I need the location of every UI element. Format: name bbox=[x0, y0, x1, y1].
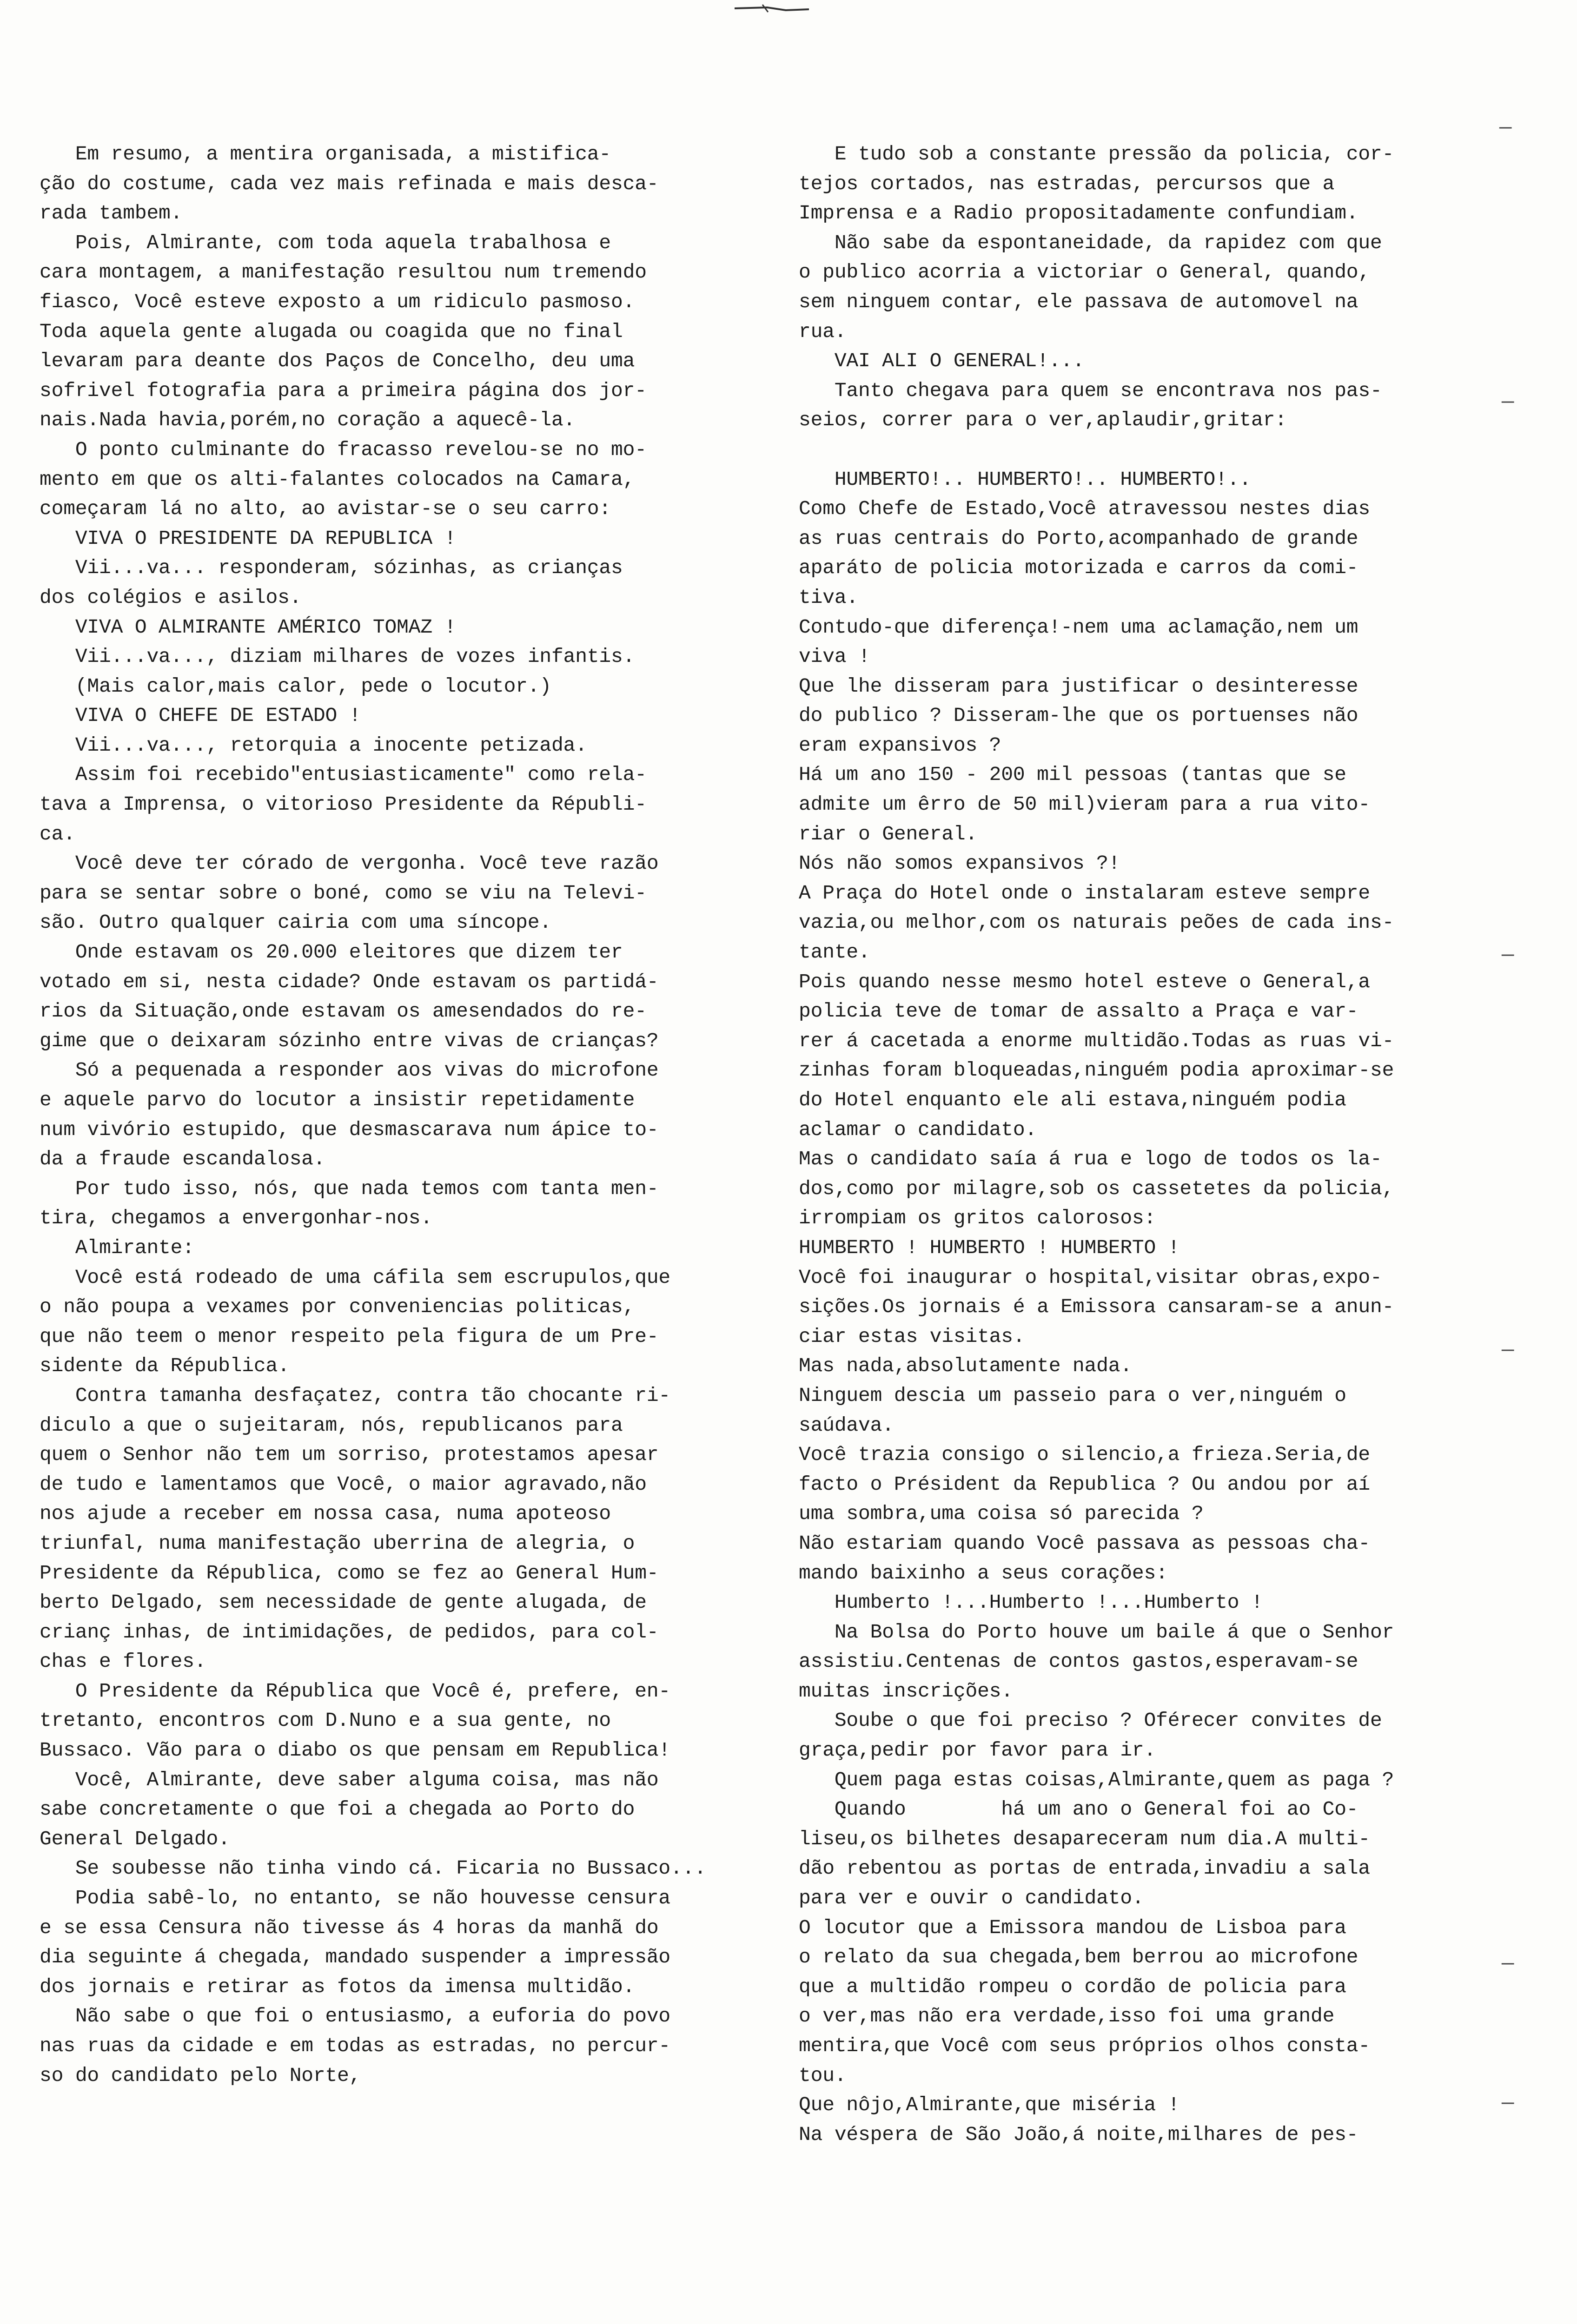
right-column-line: eram expansivos ? bbox=[799, 733, 1001, 757]
left-column-line: dia seguinte á chegada, mandado suspender a impressão bbox=[40, 1946, 671, 1969]
right-column-line: seios, correr para o ver,aplaudir,gritar: bbox=[799, 409, 1287, 432]
left-column-line: Podia sabê-lo, no entanto, se não houvesse censura bbox=[40, 1887, 671, 1910]
left-column-line: Assim foi recebido"entusiasticamente" como rela- bbox=[40, 763, 647, 786]
left-column-line: Você, Almirante, deve saber alguma coisa, mas não bbox=[40, 1768, 659, 1791]
left-column-line: votado em si, nesta cidade? Onde estavam os partidá- bbox=[40, 970, 659, 993]
left-column-line: General Delgado. bbox=[40, 1827, 230, 1850]
left-column-line: Em resumo, a mentira organisada, a mistifica- bbox=[40, 143, 611, 165]
right-column-line: Não estariam quando Você passava as pessoas cha- bbox=[799, 1532, 1371, 1555]
left-column-line: O ponto culminante do fracasso revelou-se no mo- bbox=[40, 438, 647, 461]
right-column-line: Você foi inaugurar o hospital,visitar obras,expo- bbox=[799, 1266, 1382, 1289]
right-column-line: HUMBERTO ! HUMBERTO ! HUMBERTO ! bbox=[799, 1236, 1180, 1259]
left-column-line: Vii...va... responderam, sózinhas, as crianças bbox=[40, 556, 623, 580]
right-column-line: Pois quando nesse mesmo hotel esteve o General,a bbox=[799, 970, 1371, 993]
right-column-line: A Praça do Hotel onde o instalaram esteve sempre bbox=[799, 881, 1371, 905]
right-column-line: dão rebentou as portas de entrada,invadiu a sala bbox=[799, 1857, 1371, 1880]
right-column-line: Como Chefe de Estado,Você atravessou nestes dias bbox=[799, 497, 1371, 521]
right-column-line: Você trazia consigo o silencio,a frieza.Seria,de bbox=[799, 1443, 1371, 1466]
left-column-line: berto Delgado, sem necessidade de gente alugada, de bbox=[40, 1591, 647, 1614]
left-column-line: ca. bbox=[40, 822, 75, 845]
left-column-line: chas e flores. bbox=[40, 1650, 206, 1673]
margin-dash: — bbox=[1499, 116, 1512, 139]
right-column-line: ciar estas visitas. bbox=[799, 1325, 1025, 1348]
left-text-column bbox=[40, 139, 790, 2090]
left-column-line: VIVA O PRESIDENTE DA REPUBLICA ! bbox=[40, 527, 457, 550]
right-column-line: Ninguem descia um passeio para o ver,ninguém o bbox=[799, 1384, 1346, 1407]
right-column-line: tejos cortados, nas estradas, percursos que a bbox=[799, 172, 1335, 195]
right-column-line: mando baixinho a seus corações: bbox=[799, 1561, 1168, 1585]
right-column-line: Quando há um ano o General foi ao Co- bbox=[799, 1798, 1358, 1821]
left-column-line: VIVA O ALMIRANTE AMÉRICO TOMAZ ! bbox=[40, 615, 457, 639]
left-column-line: so do candidato pelo Norte, bbox=[40, 2064, 361, 2087]
right-column-line: Quem paga estas coisas,Almirante,quem as paga ? bbox=[799, 1768, 1394, 1791]
left-column-line: mento em que os alti-falantes colocados na Camara, bbox=[40, 468, 635, 491]
left-column-line: crianç inhas, de intimidações, de pedidos, para col- bbox=[40, 1620, 659, 1644]
left-column-line: Contra tamanha desfaçatez, contra tão chocante ri- bbox=[40, 1384, 671, 1407]
right-column-line: riar o General. bbox=[799, 822, 978, 845]
right-column-line: do Hotel enquanto ele ali estava,ninguém podia bbox=[799, 1089, 1346, 1111]
left-column-line: nos ajude a receber em nossa casa, numa apoteoso bbox=[40, 1502, 611, 1525]
right-column-line: o ver,mas não era verdade,isso foi uma grande bbox=[799, 2005, 1335, 2028]
right-column-line: HUMBERTO!.. HUMBERTO!.. HUMBERTO!.. bbox=[799, 468, 1251, 491]
right-column-line: o publico acorria a victoriar o General, quando, bbox=[799, 261, 1371, 284]
right-column-line: Mas o candidato saía á rua e logo de todos os la- bbox=[799, 1148, 1382, 1171]
left-column-line: rada tambem. bbox=[40, 202, 183, 225]
right-column-line: sem ninguem contar, ele passava de automovel na bbox=[799, 290, 1358, 313]
left-column-line: levaram para deante dos Paços de Concelho, deu uma bbox=[40, 350, 635, 373]
left-column-line: Vii...va..., diziam milhares de vozes infantis. bbox=[40, 645, 635, 668]
right-column-line: Nós não somos expansivos ?! bbox=[799, 852, 1120, 875]
right-column-line: rer á cacetada a enorme multidão.Todas as ruas vi- bbox=[799, 1029, 1394, 1052]
right-column-line: Contudo-que diferença!-nem uma aclamação,nem um bbox=[799, 615, 1358, 639]
margin-dash: — bbox=[1502, 390, 1514, 414]
left-column-line: VIVA O CHEFE DE ESTADO ! bbox=[40, 704, 361, 727]
right-column-line: Que lhe disseram para justificar o desinteresse bbox=[799, 674, 1358, 698]
margin-dash: — bbox=[1502, 1952, 1514, 1975]
left-column-line: tava a Imprensa, o vitorioso Presidente da Républi- bbox=[40, 793, 647, 816]
right-column-line: liseu,os bilhetes desapareceram num dia.A multi- bbox=[799, 1827, 1371, 1850]
right-column-line: Há um ano 150 - 200 mil pessoas (tantas que se bbox=[799, 763, 1346, 786]
left-column-line: são. Outro qualquer cairia com uma síncope. bbox=[40, 911, 551, 934]
left-column-line: rios da Situação,onde estavam os amesendados do re- bbox=[40, 1000, 647, 1023]
left-column-line: de tudo e lamentamos que Você, o maior agravado,não bbox=[40, 1472, 647, 1496]
left-column-line: tretanto, encontros com D.Nuno e a sua gente, no bbox=[40, 1709, 611, 1732]
left-column-line: Por tudo isso, nós, que nada temos com tanta men- bbox=[40, 1177, 659, 1200]
right-column-line: Imprensa e a Radio propositadamente confundiam. bbox=[799, 202, 1358, 225]
left-column-line: o não poupa a vexames por conveniencias politicas, bbox=[40, 1295, 635, 1319]
right-column-line: Mas nada,absolutamente nada. bbox=[799, 1354, 1132, 1378]
right-column-line: que a multidão rompeu o cordão de policia para bbox=[799, 1975, 1346, 1998]
left-column-line: ção do costume, cada vez mais refinada e mais desca- bbox=[40, 172, 659, 195]
right-column-line: Que nôjo,Almirante,que miséria ! bbox=[799, 2093, 1180, 2117]
right-column-line: tante. bbox=[799, 941, 870, 964]
left-column-line: que não teem o menor respeito pela figura de um Pre- bbox=[40, 1325, 659, 1348]
left-column-line: e aquele parvo do locutor a insistir repetidamente bbox=[40, 1089, 635, 1111]
left-column-line: e se essa Censura não tivesse ás 4 horas da manhã do bbox=[40, 1916, 659, 1939]
left-column-line: gime que o deixaram sózinho entre vivas de crianças? bbox=[40, 1029, 659, 1052]
left-column-line: tira, chegamos a envergonhar-nos. bbox=[40, 1207, 432, 1230]
right-column-line: para ver e ouvir o candidato. bbox=[799, 1887, 1144, 1910]
left-column-line: diculo a que o sujeitaram, nós, republicanos para bbox=[40, 1413, 623, 1437]
right-column-line: Humberto !...Humberto !...Humberto ! bbox=[799, 1591, 1263, 1614]
left-column-line: Só a pequenada a responder aos vivas do microfone bbox=[40, 1059, 659, 1082]
margin-dash: — bbox=[1502, 1339, 1514, 1362]
left-column-line: Pois, Almirante, com toda aquela trabalhosa e bbox=[40, 231, 611, 254]
left-column-line: Vii...va..., retorquia a inocente petizada. bbox=[40, 733, 587, 757]
left-column-line: cara montagem, a manifestação resultou num tremendo bbox=[40, 261, 647, 284]
left-column-line: O Presidente da Républica que Você é, prefere, en- bbox=[40, 1679, 671, 1703]
right-text-column bbox=[799, 139, 1543, 2149]
left-column-line: Toda aquela gente alugada ou coagida que no final bbox=[40, 320, 623, 343]
left-column-line: dos jornais e retirar as fotos da imensa multidão. bbox=[40, 1975, 635, 1998]
right-column-line: tiva. bbox=[799, 586, 859, 609]
right-column-line: aclamar o candidato. bbox=[799, 1118, 1037, 1141]
right-column-line: Tanto chegava para quem se encontrava nos pas- bbox=[799, 379, 1382, 402]
right-column-line: viva ! bbox=[799, 645, 870, 668]
right-column-line: Não sabe da espontaneidade, da rapidez com que bbox=[799, 231, 1382, 254]
right-column-line: do publico ? Disseram-lhe que os portuenses não bbox=[799, 704, 1358, 727]
top-edge-mark bbox=[735, 0, 809, 19]
right-column-line: zinhas foram bloqueadas,ninguém podia aproximar-se bbox=[799, 1059, 1394, 1082]
margin-dash: — bbox=[1502, 2092, 1514, 2115]
left-column-line: (Mais calor,mais calor, pede o locutor.) bbox=[40, 674, 551, 698]
right-column-line: rua. bbox=[799, 320, 847, 343]
right-column-line: as ruas centrais do Porto,acompanhado de grande bbox=[799, 527, 1358, 550]
right-column-line: Na Bolsa do Porto houve um baile á que o Senhor bbox=[799, 1620, 1394, 1644]
left-column-line: triunfal, numa manifestação uberrina de alegria, o bbox=[40, 1532, 635, 1555]
left-column-line: Onde estavam os 20.000 eleitores que dizem ter bbox=[40, 941, 623, 964]
right-column-line: O locutor que a Emissora mandou de Lisboa para bbox=[799, 1916, 1346, 1939]
left-column-line: sabe concretamente o que foi a chegada ao Porto do bbox=[40, 1798, 635, 1821]
right-column-line: policia teve de tomar de assalto a Praça e var- bbox=[799, 1000, 1358, 1023]
left-column-line: sidente da Républica. bbox=[40, 1354, 290, 1378]
right-column-line: admite um êrro de 50 mil)vieram para a rua vito- bbox=[799, 793, 1371, 816]
left-column-line: fiasco, Você esteve exposto a um ridiculo pasmoso. bbox=[40, 290, 635, 313]
left-column-line: nais.Nada havia,porém,no coração a aquecê-la. bbox=[40, 409, 576, 432]
right-column-line: uma sombra,uma coisa só parecida ? bbox=[799, 1502, 1204, 1525]
right-column-line: sições.Os jornais é a Emissora cansaram-se a anun- bbox=[799, 1295, 1394, 1319]
left-column-line: Se soubesse não tinha vindo cá. Ficaria no Bussaco... bbox=[40, 1857, 706, 1880]
right-column-line: dos,como por milagre,sob os cassetetes da policia, bbox=[799, 1177, 1394, 1200]
left-column-line: Presidente da Républica, como se fez ao General Hum- bbox=[40, 1561, 659, 1585]
right-column-line: saúdava. bbox=[799, 1413, 894, 1437]
right-column-line: graça,pedir por favor para ir. bbox=[799, 1739, 1156, 1762]
margin-dash: — bbox=[1502, 944, 1514, 967]
right-column-line: mentira,que Você com seus próprios olhos consta- bbox=[799, 2034, 1371, 2057]
left-column-line: dos colégios e asilos. bbox=[40, 586, 302, 609]
right-column-line: tou. bbox=[799, 2064, 847, 2087]
left-column-line: quem o Senhor não tem um sorriso, protestamos apesar bbox=[40, 1443, 659, 1466]
left-column-line: Almirante: bbox=[40, 1236, 194, 1259]
right-column-line: aparáto de policia motorizada e carros da comi- bbox=[799, 556, 1358, 580]
right-column-line: VAI ALI O GENERAL!... bbox=[799, 350, 1085, 373]
right-column-line: Na véspera de São João,á noite,milhares de pes- bbox=[799, 2123, 1358, 2146]
left-column-line: da a fraude escandalosa. bbox=[40, 1148, 325, 1171]
left-column-line: começaram lá no alto, ao avistar-se o seu carro: bbox=[40, 497, 611, 521]
left-column-line: nas ruas da cidade e em todas as estradas, no percur- bbox=[40, 2034, 671, 2057]
left-column-line: Não sabe o que foi o entusiasmo, a euforia do povo bbox=[40, 2005, 671, 2028]
left-column-line: Você deve ter córado de vergonha. Você teve razão bbox=[40, 852, 659, 875]
right-column-line: Soube o que foi preciso ? Oférecer convites de bbox=[799, 1709, 1382, 1732]
left-column-line: para se sentar sobre o boné, como se viu na Televi- bbox=[40, 881, 647, 905]
right-column-line: o relato da sua chegada,bem berrou ao microfone bbox=[799, 1946, 1358, 1969]
left-column-line: sofrivel fotografia para a primeira página dos jor- bbox=[40, 379, 647, 402]
right-column-line bbox=[799, 435, 1543, 465]
left-column-line: Você está rodeado de uma cáfila sem escrupulos,que bbox=[40, 1266, 671, 1289]
right-column-line: irrompiam os gritos calorosos: bbox=[799, 1207, 1156, 1230]
right-column-line: vazia,ou melhor,com os naturais peões de cada ins- bbox=[799, 911, 1394, 934]
left-column-line: Bussaco. Vão para o diabo os que pensam em Republica! bbox=[40, 1739, 671, 1762]
left-column-line: num vivório estupido, que desmascarava num ápice to- bbox=[40, 1118, 659, 1141]
right-column-line: E tudo sob a constante pressão da policia, cor- bbox=[799, 143, 1394, 165]
right-column-line: muitas inscrições. bbox=[799, 1679, 1013, 1703]
right-column-line: facto o Président da Republica ? Ou andou por aí bbox=[799, 1472, 1371, 1496]
right-column-line: assistiu.Centenas de contos gastos,esperavam-se bbox=[799, 1650, 1358, 1673]
